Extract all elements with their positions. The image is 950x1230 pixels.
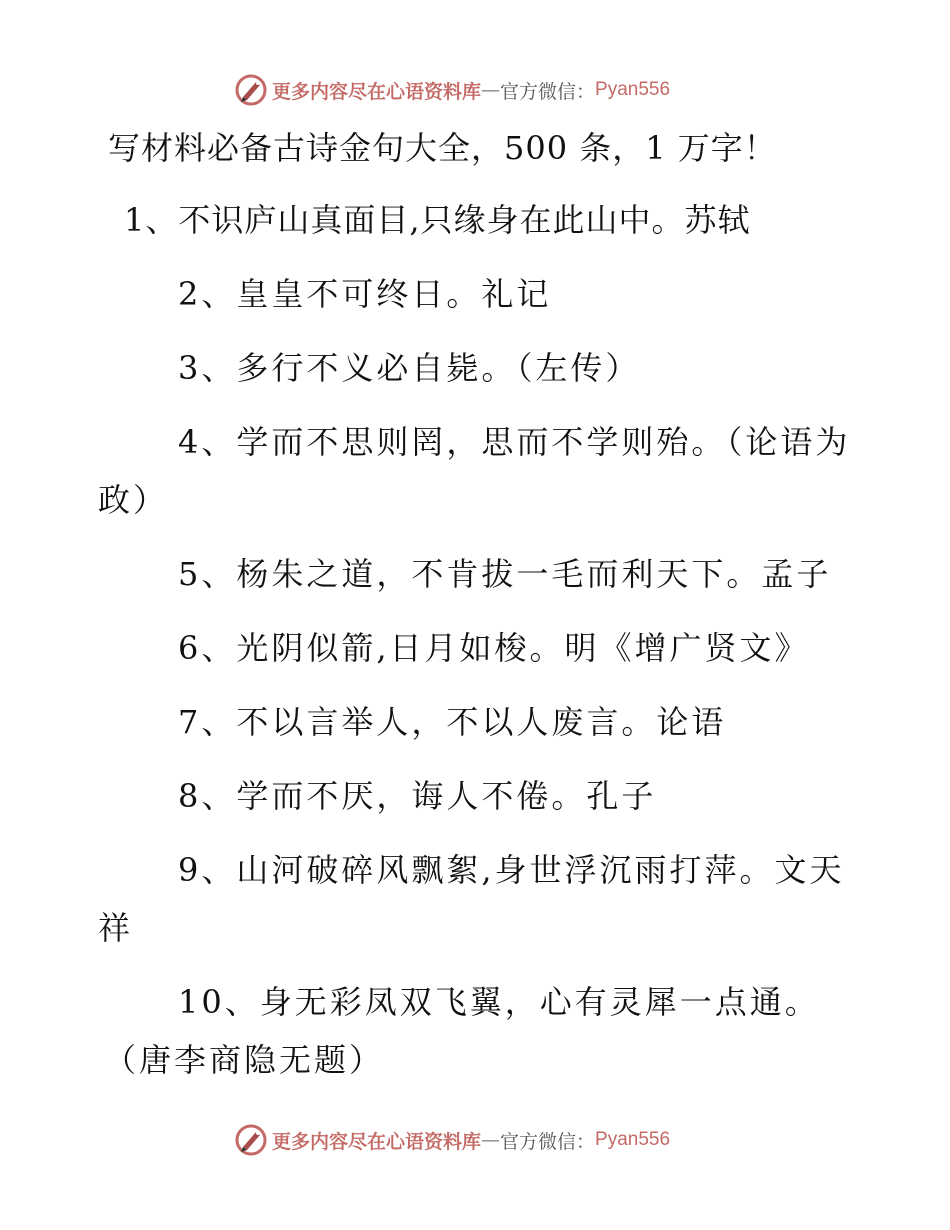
quote-line-10: 10、身无彩凤双飞翼，心有灵犀一点通。 bbox=[178, 983, 820, 1021]
watermark-site-text: 更多内容尽在心语资料库 bbox=[272, 1130, 482, 1153]
quote-line-5: 5、杨朱之道，不肯拔一毛而利天下。孟子 bbox=[178, 555, 832, 593]
watermark-dash: — bbox=[481, 1129, 501, 1151]
watermark-site-text: 更多内容尽在心语资料库 bbox=[272, 80, 482, 103]
header-watermark bbox=[234, 73, 670, 107]
quote-line-2: 2、皇皇不可终日。礼记 bbox=[178, 275, 552, 313]
quote-line-4: 4、学而不思则罔，思而不学则殆。（论语为 bbox=[178, 423, 851, 461]
watermark-wechat-id: Pyan556 bbox=[595, 1129, 671, 1150]
quote-line-3: 3、多行不义必自毙。（左传） bbox=[178, 349, 641, 387]
quote-line-4-continued: 政） bbox=[98, 481, 169, 519]
quote-line-9-continued: 祥 bbox=[98, 909, 134, 947]
quote-line-7: 7、不以言举人，不以人废言。论语 bbox=[178, 703, 727, 741]
quote-line-8: 8、学而不厌，诲人不倦。孔子 bbox=[178, 777, 657, 815]
watermark-wechat-id: Pyan556 bbox=[595, 79, 671, 100]
quote-line-6: 6、光阴似箭,日月如梭。明《增广贤文》 bbox=[178, 629, 810, 667]
watermark-wechat-label: 官方微信： bbox=[500, 80, 596, 103]
quote-line-10-continued: （唐李商隐无题） bbox=[104, 1041, 385, 1079]
pen-logo-icon bbox=[234, 73, 268, 107]
pen-logo-icon bbox=[234, 1123, 268, 1157]
quote-line-9: 9、山河破碎风飘絮,身世浮沉雨打萍。文天 bbox=[178, 851, 845, 889]
document-title: 写材料必备古诗金句大全，500 条，1 万字！ bbox=[108, 129, 777, 167]
footer-watermark bbox=[234, 1123, 670, 1157]
quote-line-1: 1、不识庐山真面目,只缘身在此山中。苏轼 bbox=[124, 201, 751, 239]
watermark-wechat-label: 官方微信： bbox=[500, 1130, 596, 1153]
watermark-dash: — bbox=[481, 79, 501, 101]
